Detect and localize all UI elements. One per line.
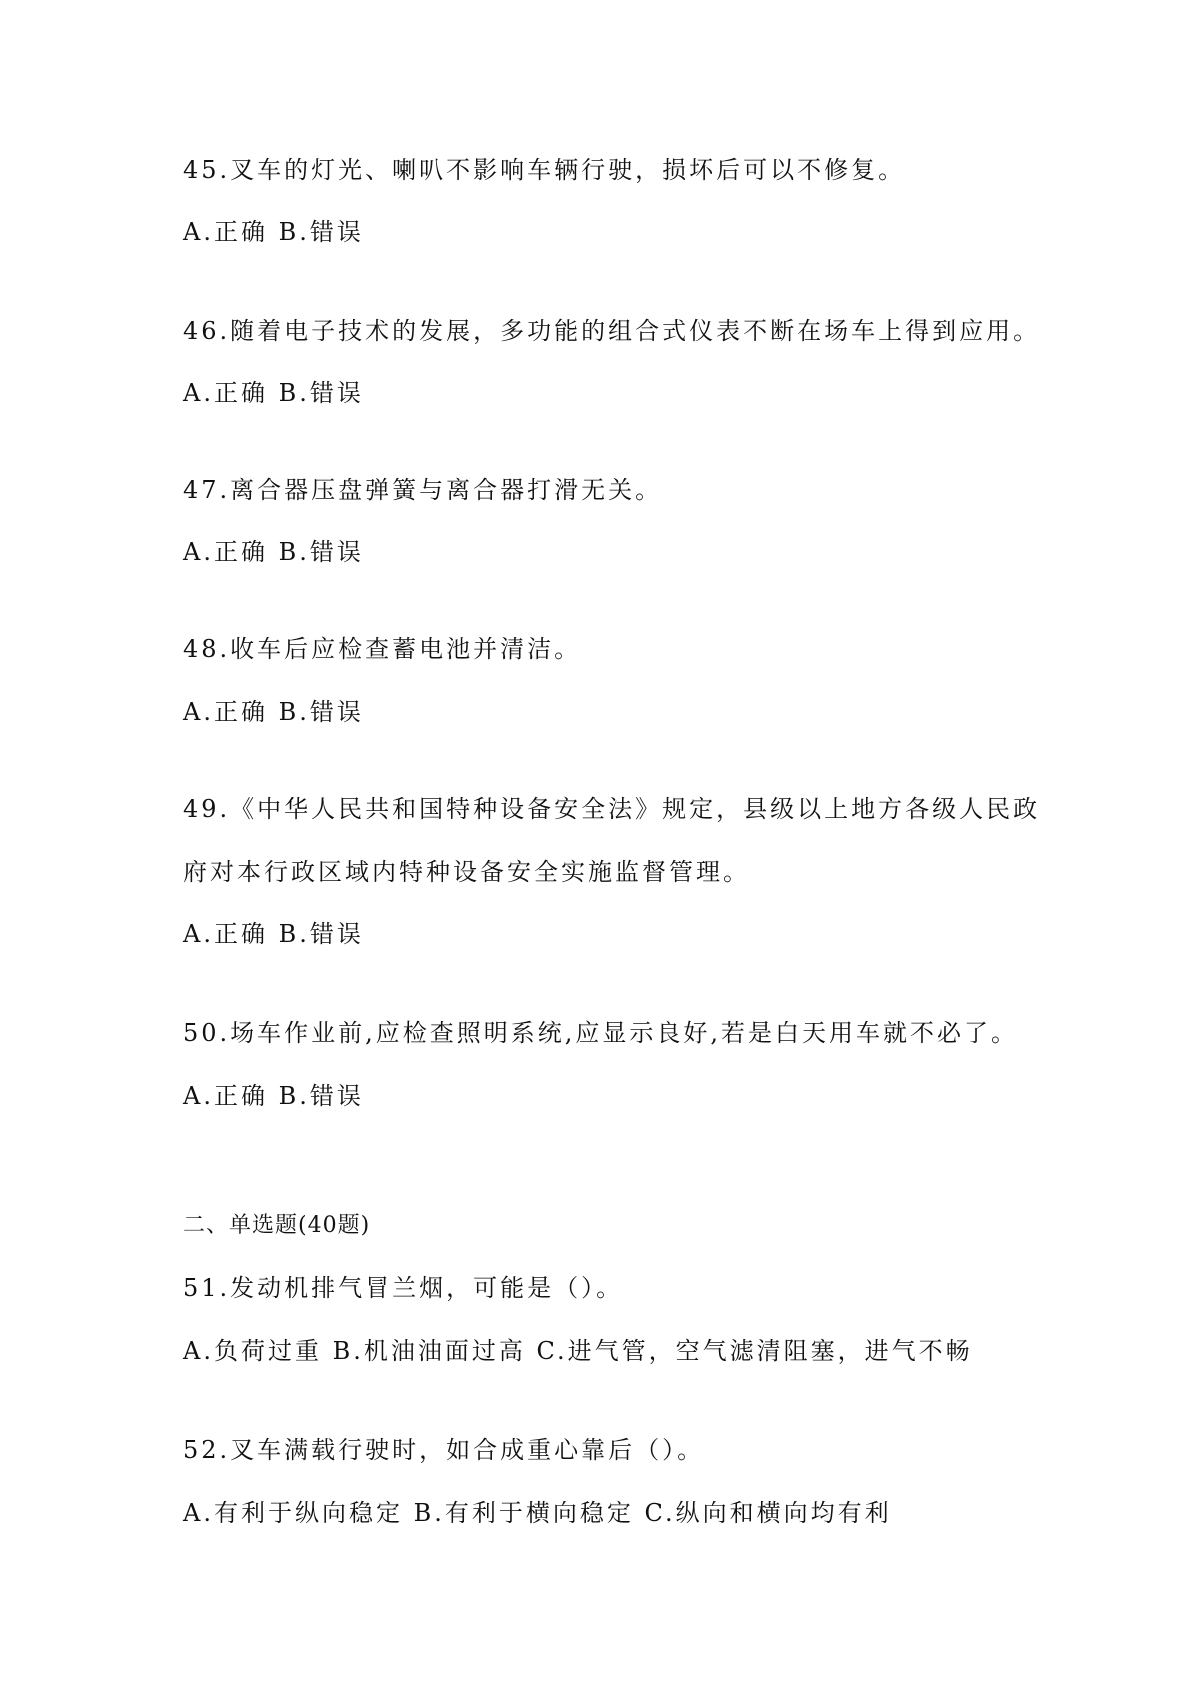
question-51-text: 51.发动机排气冒兰烟，可能是（）。: [183, 1274, 624, 1302]
question-47-options: A.正确 B.错误: [183, 538, 364, 566]
question-52-options: A.有利于纵向稳定 B.有利于横向稳定 C.纵向和横向均有利: [183, 1499, 892, 1527]
question-49-options: A.正确 B.错误: [183, 920, 364, 948]
question-46-text: 46.随着电子技术的发展，多功能的组合式仪表不断在场车上得到应用。: [183, 317, 1041, 345]
question-50-options: A.正确 B.错误: [183, 1082, 364, 1110]
question-50-text: 50.场车作业前,应检查照明系统,应显示良好,若是白天用车就不必了。: [183, 1019, 1019, 1047]
section-title: 二、单选题(40题): [183, 1213, 371, 1238]
question-45-text: 45.叉车的灯光、喇叭不影响车辆行驶，损坏后可以不修复。: [183, 156, 906, 184]
question-52-text: 52.叉车满载行驶时，如合成重心靠后（）。: [183, 1436, 705, 1464]
question-48-options: A.正确 B.错误: [183, 698, 364, 726]
question-51-options: A.负荷过重 B.机油油面过高 C.进气管，空气滤清阻塞，进气不畅: [183, 1337, 973, 1365]
question-47-text: 47.离合器压盘弹簧与离合器打滑无关。: [183, 476, 663, 504]
question-49-text-line-1: 49.《中华人民共和国特种设备安全法》规定，县级以上地方各级人民政: [183, 795, 1041, 823]
question-48-text: 48.收车后应检查蓄电池并清洁。: [183, 635, 582, 663]
question-46-options: A.正确 B.错误: [183, 379, 364, 407]
question-45-options: A.正确 B.错误: [183, 218, 364, 246]
question-49-text-line-2: 府对本行政区域内特种设备安全实施监督管理。: [183, 858, 750, 886]
